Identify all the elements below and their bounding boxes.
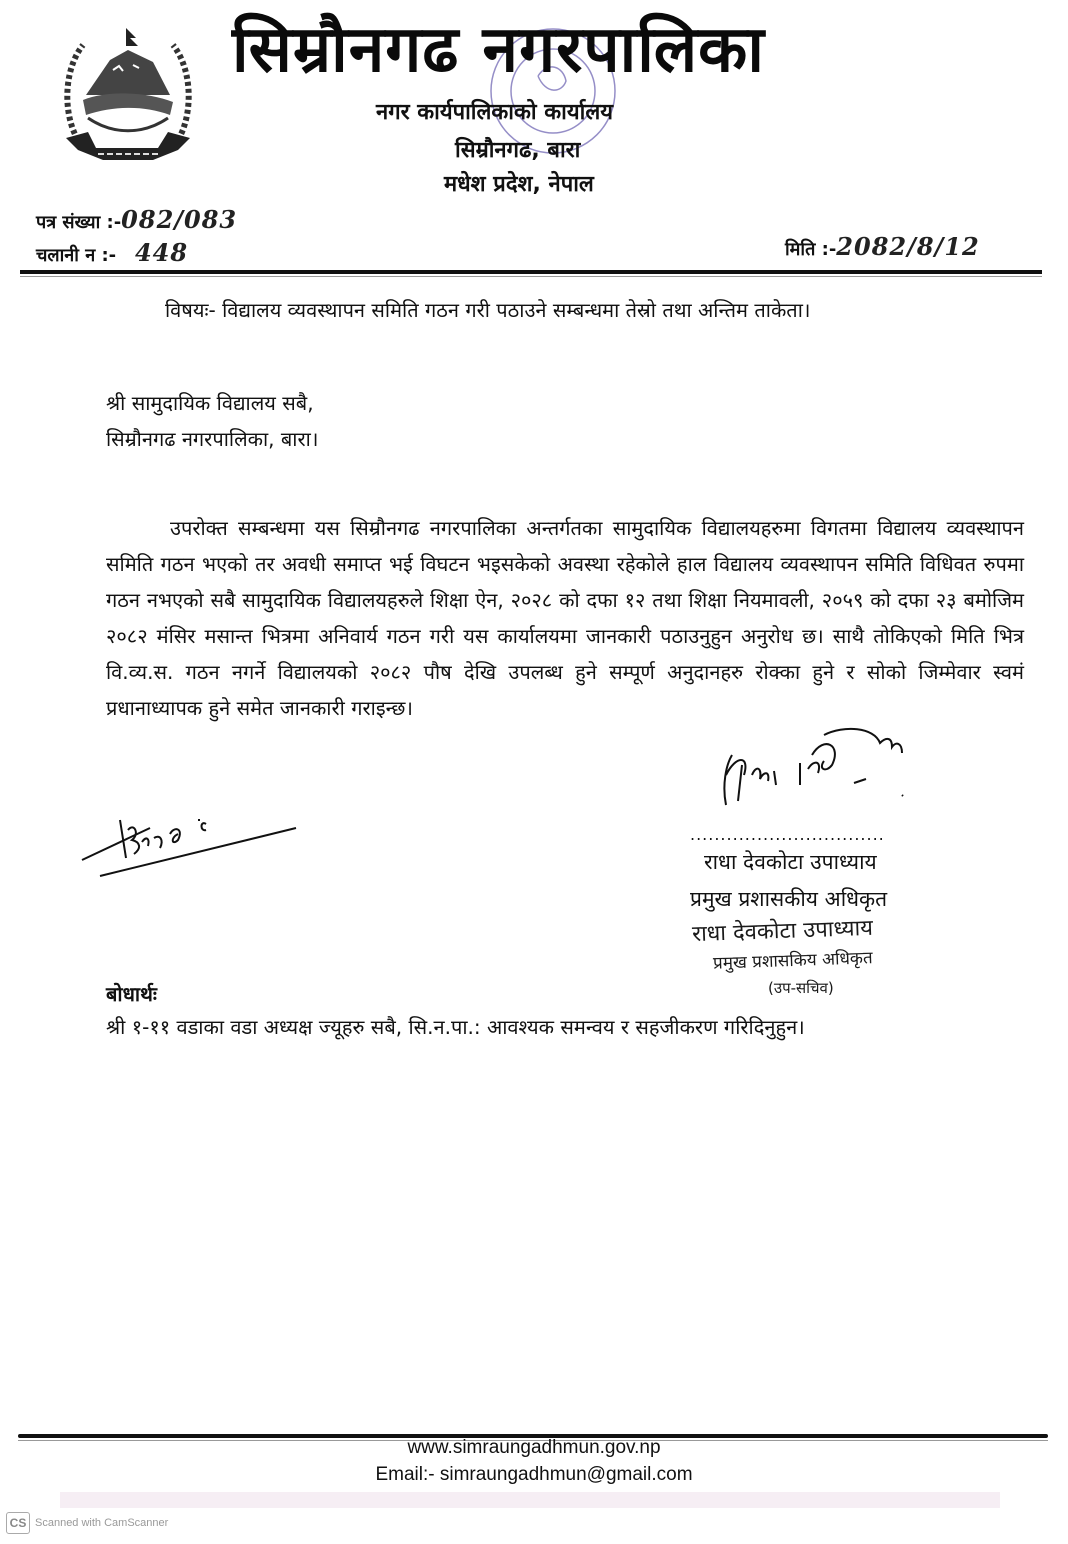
letter-number-label: पत्र संख्या :- [36, 212, 122, 233]
date-label: मिति :- [785, 239, 837, 260]
cc-label: बोधार्थः [106, 982, 157, 1006]
scan-artifact-band [60, 1492, 1000, 1508]
title-stamp: प्रमुख प्रशासकिय अधिकृत [712, 948, 873, 974]
name-stamp: राधा देवकोटा उपाध्याय [691, 915, 874, 948]
rank-stamp: (उप-सचिव) [768, 979, 834, 997]
footer-website: www.simraungadhmun.gov.np [407, 1437, 661, 1458]
header-divider-thin [20, 276, 1042, 277]
province-country: मधेश प्रदेश, नेपाल [444, 172, 594, 197]
header-divider [20, 270, 1042, 274]
letter-body: उपरोक्त सम्बन्धमा यस सिम्रौनगढ नगरपालिका अन्तर्गतका सामुदायिक विद्यालयहरुमा विगतमा विद्यालय व्यवस्थापन समिति गठन भएको तर अवधी समाप्त भई विघटन भइसकेको अवस्था रहेकोले हाल विद्यालय व्यवस्थापन समिति विधिवत रुपमा गठन नभएको सबै सामुदायिक विद्यालयहरुले शिक्षा ऐन, २०२८ को दफा १२ तथा शिक्षा नियमावली, २०५९ को दफा २३ बमोजिम २०८२ मंसिर मसान्त भित्रमा अनिवार्य गठन गरी यस कार्यालयमा जानकारी पठाउनुहुन अनुरोध छ। साथै तोकिएको मिति भित्र वि.व्य.स. गठन नगर्ने विद्यालयको २०८२ पौष देखि उपलब्ध हुने सम्पूर्ण अनुदानहरु रोक्का हुने र सोको जिम्मेवार स्वमं प्रधानाध्यापक हुने समेत जानकारी गराइन्छ। [106, 516, 1024, 720]
signature-line: ................................ [690, 825, 885, 844]
date-value: 2082/8/12 [836, 232, 980, 261]
government-emblem-icon [58, 20, 198, 168]
scanner-text: Scanned with CamScanner [35, 1517, 169, 1529]
officer-signature-icon [712, 725, 932, 815]
dispatch-number [36, 238, 188, 267]
letter-date [785, 232, 980, 261]
recipient-line-1: श्री सामुदायिक विद्यालय सबै, [106, 391, 314, 415]
cc-line: श्री १-११ वडाका वडा अध्यक्ष ज्यूहरु सबै, सि.न.पा.: आवश्यक समन्वय र सहजीकरण गरिदिनुहुन। [106, 1015, 805, 1039]
recipient-line-2: सिम्रौनगढ नगरपालिका, बारा। [106, 427, 319, 451]
office-name: नगर कार्यपालिकाको कार्यालय [376, 100, 613, 125]
dispatch-number-label: चलानी न :- [36, 245, 117, 266]
footer-email: Email:- simraungadhmun@gmail.com [375, 1464, 693, 1485]
initial-signature-icon [80, 800, 300, 880]
letter-number [36, 205, 237, 234]
office-location: सिम्रौनगढ, बारा [455, 138, 581, 163]
municipality-name: सिम्रौनगढ नगरपालिका [232, 13, 765, 87]
letter-number-value: 082/083 [121, 205, 238, 234]
dispatch-number-value: 448 [134, 238, 189, 267]
signatory-title: प्रमुख प्रशासकीय अधिकृत [690, 887, 888, 911]
signatory-name: राधा देवकोटा उपाध्याय [704, 850, 877, 874]
letter-subject: विषयः- विद्यालय व्यवस्थापन समिति गठन गरी पठाउने सम्बन्धमा तेस्रो तथा अन्तिम ताकेता। [165, 298, 811, 322]
scanner-watermark [6, 1512, 168, 1534]
camscanner-logo-icon: CS [6, 1512, 30, 1534]
